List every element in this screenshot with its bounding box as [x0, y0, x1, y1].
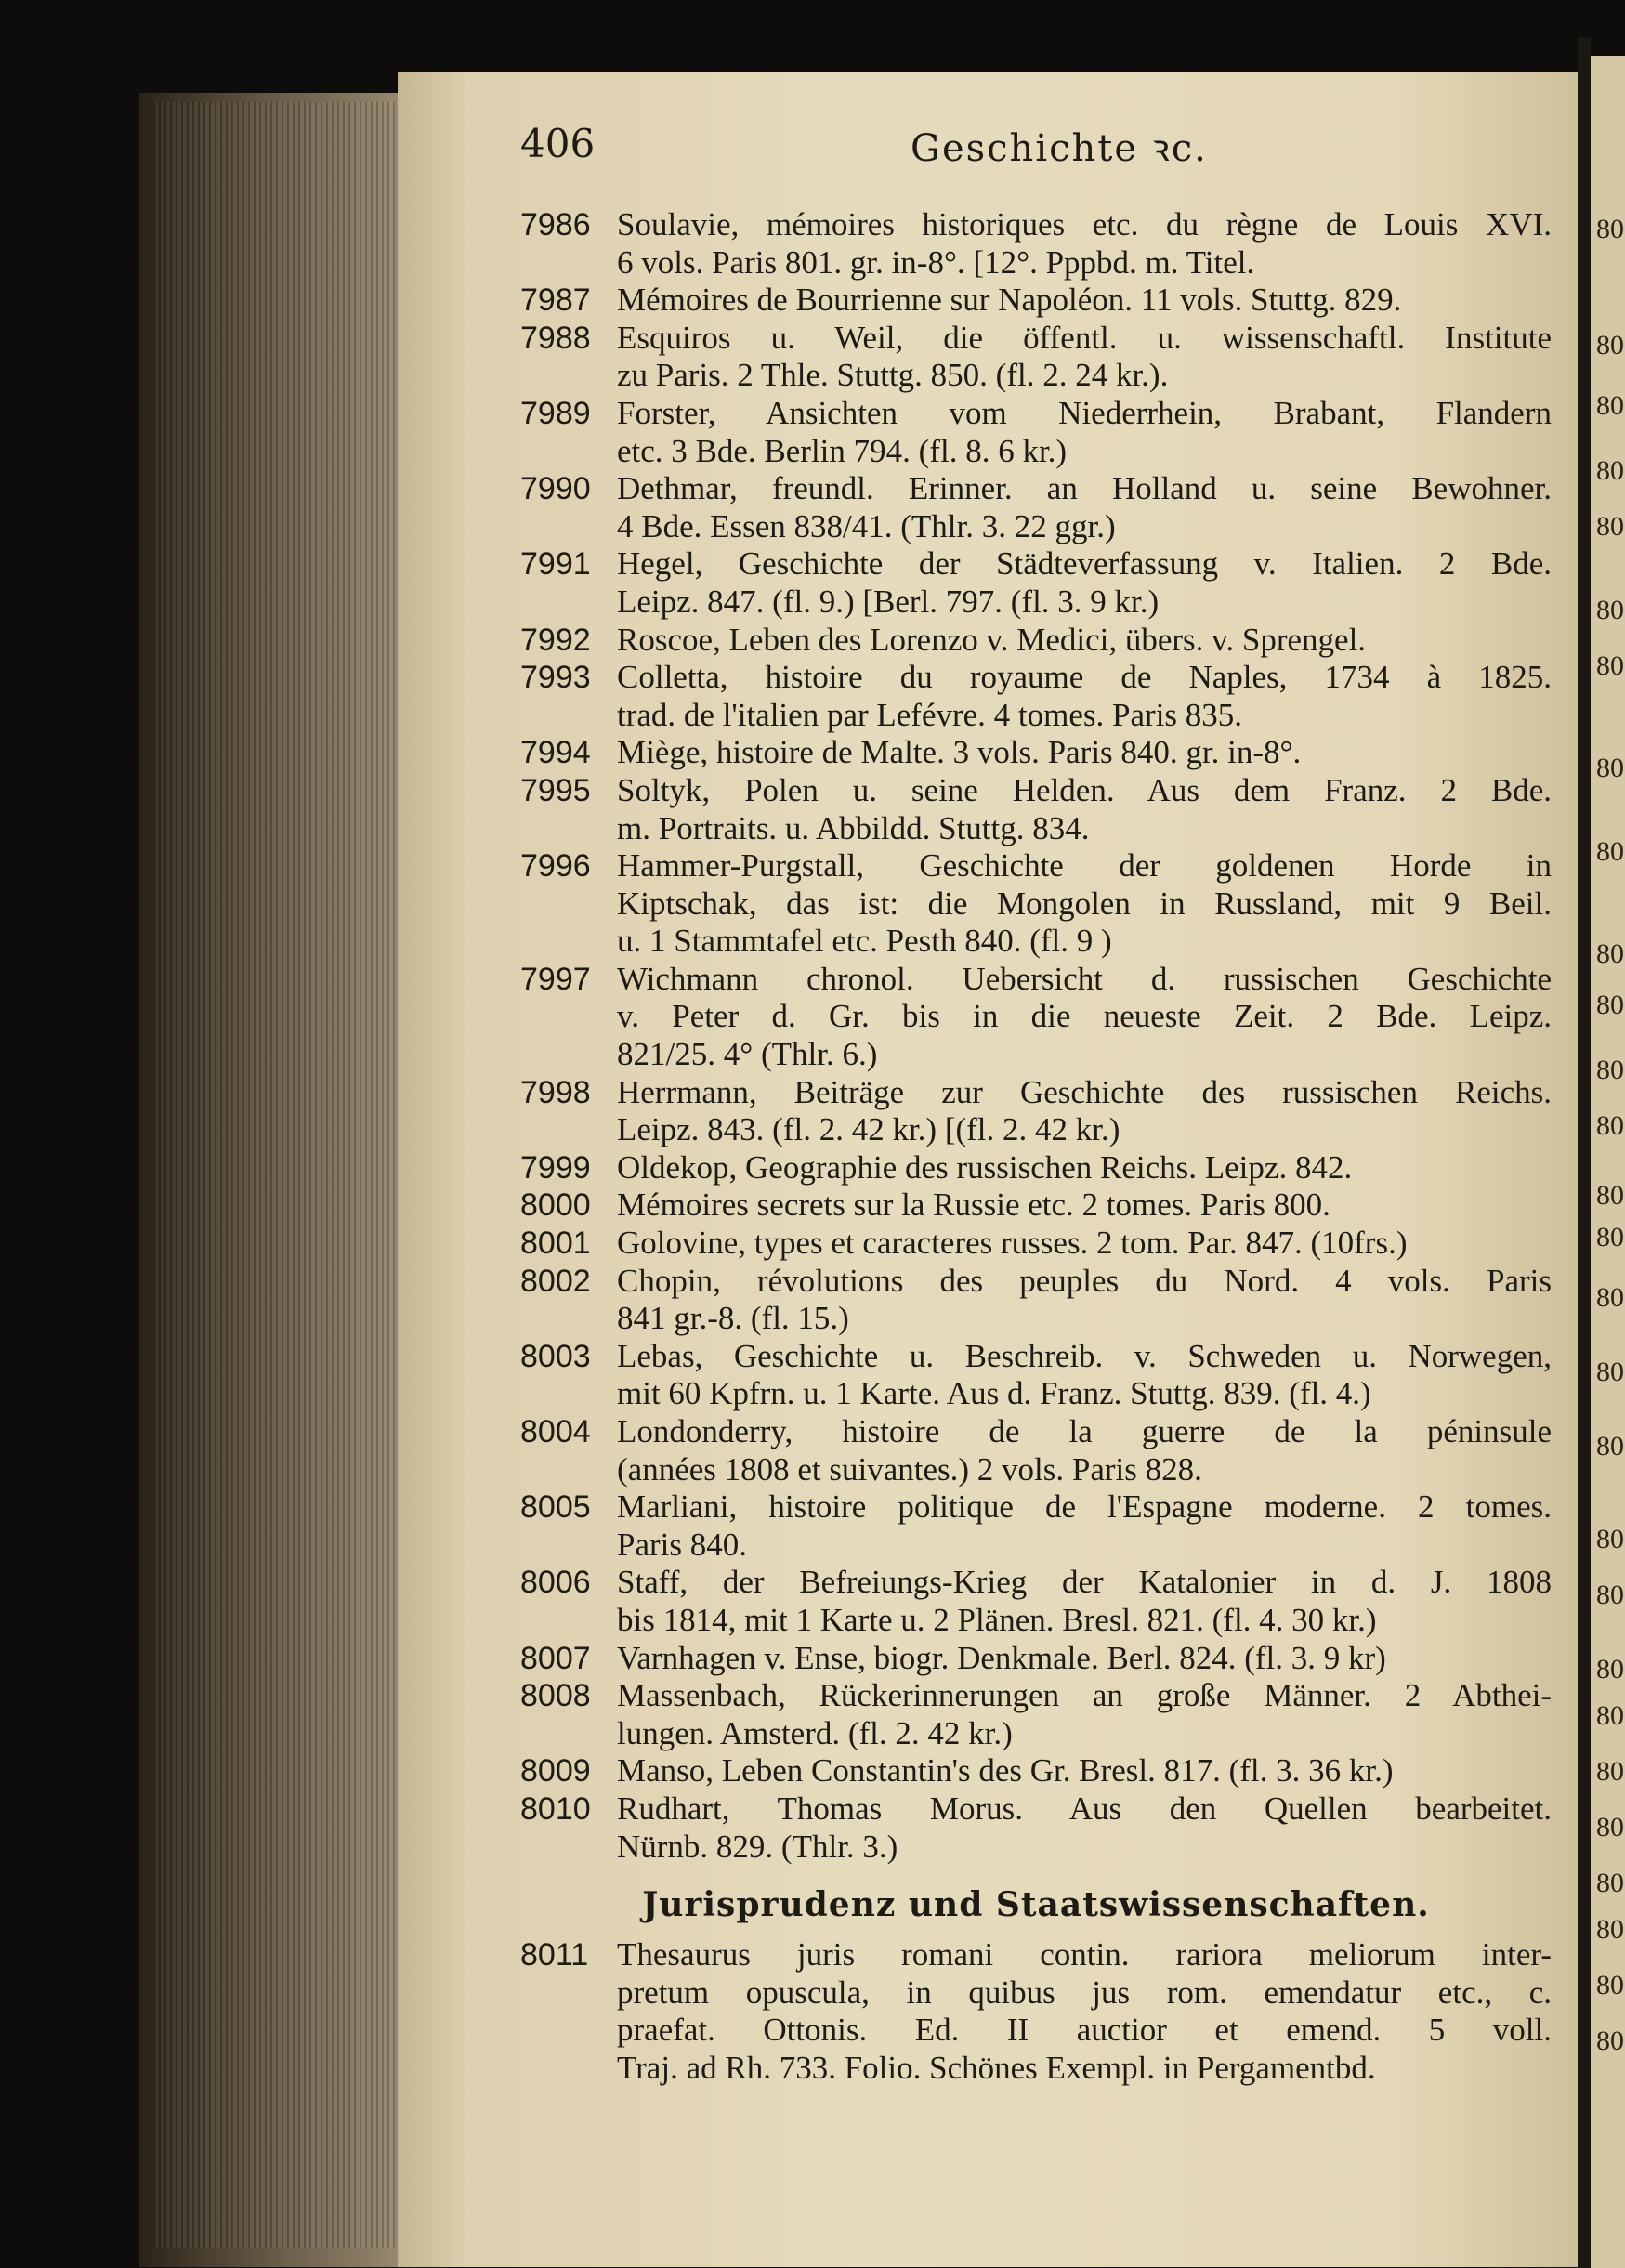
next-page-number-fragment: 80 [1596, 214, 1624, 244]
next-page-number-fragment: 80 [1596, 1180, 1624, 1211]
entry-text: Varnhagen v. Ense, biogr. Denkmale. Berl. 824. (fl. 3. 9 kr) [617, 1639, 1386, 1676]
entry-line [520, 1527, 1552, 1565]
page-number: 406 [520, 121, 596, 166]
entry-line [520, 1338, 1552, 1376]
next-page-number-fragment: 80 [1596, 2025, 1624, 2056]
page-edge-texture [153, 102, 395, 2248]
entry-text: lungen. Amsterd. (fl. 2. 42 kr.) [617, 1714, 1013, 1751]
next-page-number-fragment: 80 [1596, 1700, 1624, 1731]
entry-line [520, 734, 1552, 772]
entry-text: v. Peter d. Gr. bis in die neueste Zeit. 2 Bde. Leipz. [617, 998, 1552, 1035]
entry-line [520, 923, 1552, 961]
next-page-number-fragment: 80 [1596, 1868, 1624, 1898]
entry-number: 7994 [520, 735, 591, 771]
gutter [1578, 37, 1591, 2268]
entry-number: 8005 [520, 1489, 591, 1526]
entry-text: pretum opuscula, in quibus jus rom. emendatur etc., c. [617, 1973, 1552, 2011]
entry-text: Leipz. 847. (fl. 9.) [Berl. 797. (fl. 3. 9 kr.) [617, 583, 1160, 620]
entry-line [520, 1936, 1552, 1974]
entry-number: 8002 [520, 1263, 591, 1299]
entry-text: Wichmann chronol. Uebersicht d. russischen Geschichte [617, 960, 1552, 997]
next-page-number-fragment: 80 [1596, 1580, 1624, 1610]
next-page-number-fragment: 80 [1596, 390, 1624, 421]
entry-text: Londonderry, histoire de la guerre de la péninsule [617, 1413, 1552, 1449]
entry-text: Traj. ad Rh. 733. Folio. Schönes Exempl. in Pergamentbd. [617, 2049, 1376, 2086]
running-head: Geschichte ꝛc. [911, 127, 1208, 170]
next-page-number-fragment: 80 [1596, 1110, 1624, 1141]
entry-number: 8011 [520, 1937, 589, 1973]
entry-line [520, 1225, 1552, 1263]
catalogue-entries [520, 206, 1552, 2088]
entry-text: Mémoires secrets sur la Russie etc. 2 tomes. Paris 800. [617, 1186, 1330, 1224]
entry-text: Thesaurus juris romani contin. rariora meliorum inter- [617, 1936, 1552, 1973]
next-page-number-fragment: 80 [1596, 1222, 1624, 1252]
entry-number: 8004 [520, 1414, 591, 1449]
entry-number: 7986 [520, 207, 591, 243]
entry-line [520, 470, 1552, 508]
entry-line [520, 1074, 1552, 1112]
entry-text: zu Paris. 2 Thle. Stuttg. 850. (fl. 2. 24 kr.). [617, 357, 1169, 394]
entry-line [520, 2012, 1552, 2050]
entry-number: 7992 [520, 622, 591, 658]
entry-line [520, 772, 1552, 810]
entry-text: Chopin, révolutions des peuples du Nord. 4 vols. Paris [617, 1262, 1552, 1299]
entry-text: Mémoires de Bourrienne sur Napoléon. 11 vols. Stuttg. 829. [617, 282, 1402, 319]
entry-text: Nürnb. 829. (Thlr. 3.) [617, 1828, 898, 1865]
entry-line [520, 1111, 1552, 1149]
entry-text: Lebas, Geschichte u. Beschreib. v. Schweden u. Norwegen, [617, 1337, 1552, 1374]
next-page-number-fragment: 80 [1596, 753, 1624, 783]
entry-line [520, 320, 1552, 358]
entry-text: Roscoe, Leben des Lorenzo v. Medici, übers. v. Sprengel. [617, 621, 1367, 658]
next-page-number-fragment: 80 [1596, 511, 1624, 542]
entry-text: Paris 840. [617, 1526, 747, 1563]
entry-text: 4 Bde. Essen 838/41. (Thlr. 3. 22 ggr.) [617, 507, 1116, 544]
entry-line [520, 1036, 1552, 1074]
entry-number: 7989 [520, 395, 591, 431]
entry-text: Esquiros u. Weil, die öffentl. u. wissenschaftl. Institute [617, 319, 1552, 356]
entry-text: Herrmann, Beiträge zur Geschichte des russischen Reichs. [617, 1073, 1552, 1110]
entry-text: m. Portraits. u. Abbildd. Stuttg. 834. [617, 809, 1090, 846]
entry-text: Leipz. 843. (fl. 2. 42 kr.) [(fl. 2. 42 kr.) [617, 1111, 1120, 1148]
entry-line [520, 1715, 1552, 1753]
entry-line [520, 847, 1552, 885]
entry-number: 8008 [520, 1678, 591, 1714]
next-page-number-fragment: 80 [1596, 595, 1624, 625]
entry-line [520, 282, 1552, 320]
entry-text: Rudhart, Thomas Morus. Aus den Quellen bearbeitet. [617, 1789, 1552, 1827]
entry-number: 8007 [520, 1640, 591, 1676]
entry-number: 7990 [520, 471, 591, 507]
entry-line [520, 357, 1552, 395]
entry-text: Colletta, histoire du royaume de Naples, 1734 à 1825. [617, 659, 1552, 696]
entry-number: 8000 [520, 1187, 591, 1224]
entry-number: 7993 [520, 660, 591, 696]
entry-text: Golovine, types et caracteres russes. 2 tom. Par. 847. (10frs.) [617, 1225, 1408, 1262]
entry-line [520, 1375, 1552, 1413]
next-page-number-fragment: 80 [1596, 836, 1624, 867]
entry-text: Oldekop, Geographie des russischen Reichs. Leipz. 842. [617, 1148, 1353, 1186]
entry-line [520, 1829, 1552, 1867]
entry-text: 841 gr.-8. (fl. 15.) [617, 1300, 849, 1337]
entry-text: Hammer-Purgstall, Geschichte der goldenen Horde in [617, 847, 1552, 885]
entry-text: Massenbach, Rückerinnerungen an große Männer. 2 Abthei- [617, 1677, 1552, 1714]
next-page-number-fragment: 80 [1596, 455, 1624, 486]
next-page-number-fragment: 80 [1596, 990, 1624, 1020]
next-page-number-fragment: 80 [1596, 1756, 1624, 1787]
entry-text: Manso, Leben Constantin's des Gr. Bresl. 817. (fl. 3. 36 kr.) [617, 1752, 1394, 1789]
entry-line [520, 622, 1552, 660]
entry-line [520, 1974, 1552, 2012]
entry-number: 7996 [520, 848, 591, 885]
next-page-number-fragment: 80 [1596, 1282, 1624, 1313]
entry-number: 7987 [520, 282, 591, 319]
entry-line [520, 1752, 1552, 1790]
next-page-number-fragment: 80 [1596, 1431, 1624, 1462]
entry-line [520, 2050, 1552, 2088]
entry-text: etc. 3 Bde. Berlin 794. (fl. 8. 6 kr.) [617, 432, 1068, 469]
entry-line [520, 1451, 1552, 1489]
entry-number: 7997 [520, 961, 591, 997]
next-page-number-fragment: 80 [1596, 1654, 1624, 1685]
entry-line [520, 1640, 1552, 1678]
entry-line [520, 1186, 1552, 1225]
entry-line [520, 1263, 1552, 1301]
entry-line [520, 1677, 1552, 1715]
entry-text: Marliani, histoire politique de l'Espagne moderne. 2 tomes. [617, 1488, 1552, 1526]
entry-line [520, 810, 1552, 848]
entry-number: 7988 [520, 320, 591, 356]
entry-line [520, 545, 1552, 583]
entry-text: Miège, histoire de Malte. 3 vols. Paris 840. gr. in-8°. [617, 734, 1302, 771]
section-heading: Jurisprudenz und Staatswissenschaften. [642, 1885, 1430, 1925]
entry-line [520, 244, 1552, 282]
entry-text: 821/25. 4° (Thlr. 6.) [617, 1036, 878, 1073]
entry-line [520, 1413, 1552, 1451]
entry-text: Dethmar, freundl. Erinner. an Holland u. seine Bewohner. [617, 470, 1552, 507]
entry-line [520, 1488, 1552, 1527]
entry-text: (années 1808 et suivantes.) 2 vols. Paris 828. [617, 1450, 1202, 1488]
entry-text: bis 1814, mit 1 Karte u. 2 Plänen. Bresl. 821. (fl. 4. 30 kr.) [617, 1601, 1377, 1638]
next-page-number-fragment: 80 [1596, 1055, 1624, 1085]
entry-text: Staff, der Befreiungs-Krieg der Katalonier in d. J. 1808 [617, 1564, 1552, 1601]
entry-number: 8009 [520, 1753, 591, 1789]
entry-text: trad. de l'italien par Lefévre. 4 tomes. Paris 835. [617, 696, 1243, 733]
entry-number: 7991 [520, 546, 591, 583]
entry-line [520, 1564, 1552, 1602]
entry-number: 8001 [520, 1226, 591, 1262]
next-page-number-fragment: 80 [1596, 1914, 1624, 1945]
entry-line [520, 697, 1552, 735]
entry-number: 8006 [520, 1565, 591, 1601]
entry-line [520, 961, 1552, 999]
entry-line [520, 659, 1552, 697]
entry-text: Forster, Ansichten vom Niederrhein, Brabant, Flandern [617, 394, 1552, 431]
next-page-number-fragment: 80 [1596, 330, 1624, 361]
entry-line [520, 1790, 1552, 1829]
entry-number: 7998 [520, 1074, 591, 1110]
next-page-number-fragment: 80 [1596, 1357, 1624, 1387]
entry-number: 7999 [520, 1149, 591, 1186]
entry-text: Kiptschak, das ist: die Mongolen in Russland, mit 9 Beil. [617, 885, 1552, 922]
next-page-number-fragment: 80 [1596, 650, 1624, 681]
entry-line [520, 433, 1552, 471]
entry-text: Hegel, Geschichte der Städteverfassung v. Italien. 2 Bde. [617, 545, 1552, 583]
entry-line [520, 583, 1552, 622]
entry-line [520, 885, 1552, 924]
entry-line [520, 1149, 1552, 1187]
page-header [520, 121, 1542, 177]
next-page-number-fragment: 80 [1596, 1812, 1624, 1842]
entry-line [520, 1300, 1552, 1338]
next-page-number-fragment: 80 [1596, 938, 1624, 969]
entry-text: 6 vols. Paris 801. gr. in-8°. [12°. Pppbd. m. Titel. [617, 243, 1255, 281]
entry-text: u. 1 Stammtafel etc. Pesth 840. (fl. 9 ) [617, 923, 1112, 960]
entry-line [520, 206, 1552, 244]
entry-line [520, 508, 1552, 546]
entry-number: 8010 [520, 1790, 591, 1827]
entry-number: 7995 [520, 772, 591, 808]
entry-line [520, 1602, 1552, 1640]
entry-line [520, 998, 1552, 1036]
entry-text: Soltyk, Polen u. seine Helden. Aus dem Franz. 2 Bde. [617, 771, 1552, 808]
entry-text: praefat. Ottonis. Ed. II auctior et emend. 5 voll. [617, 2012, 1552, 2049]
entry-line [520, 395, 1552, 433]
next-page-number-fragment: 80 [1596, 1524, 1624, 1554]
next-page-number-fragment: 80 [1596, 1970, 1624, 2000]
entry-text: Soulavie, mémoires historiques etc. du règne de Louis XVI. [617, 206, 1552, 243]
entry-text: mit 60 Kpfrn. u. 1 Karte. Aus d. Franz. Stuttg. 839. (fl. 4.) [617, 1375, 1371, 1412]
entry-number: 8003 [520, 1338, 591, 1374]
